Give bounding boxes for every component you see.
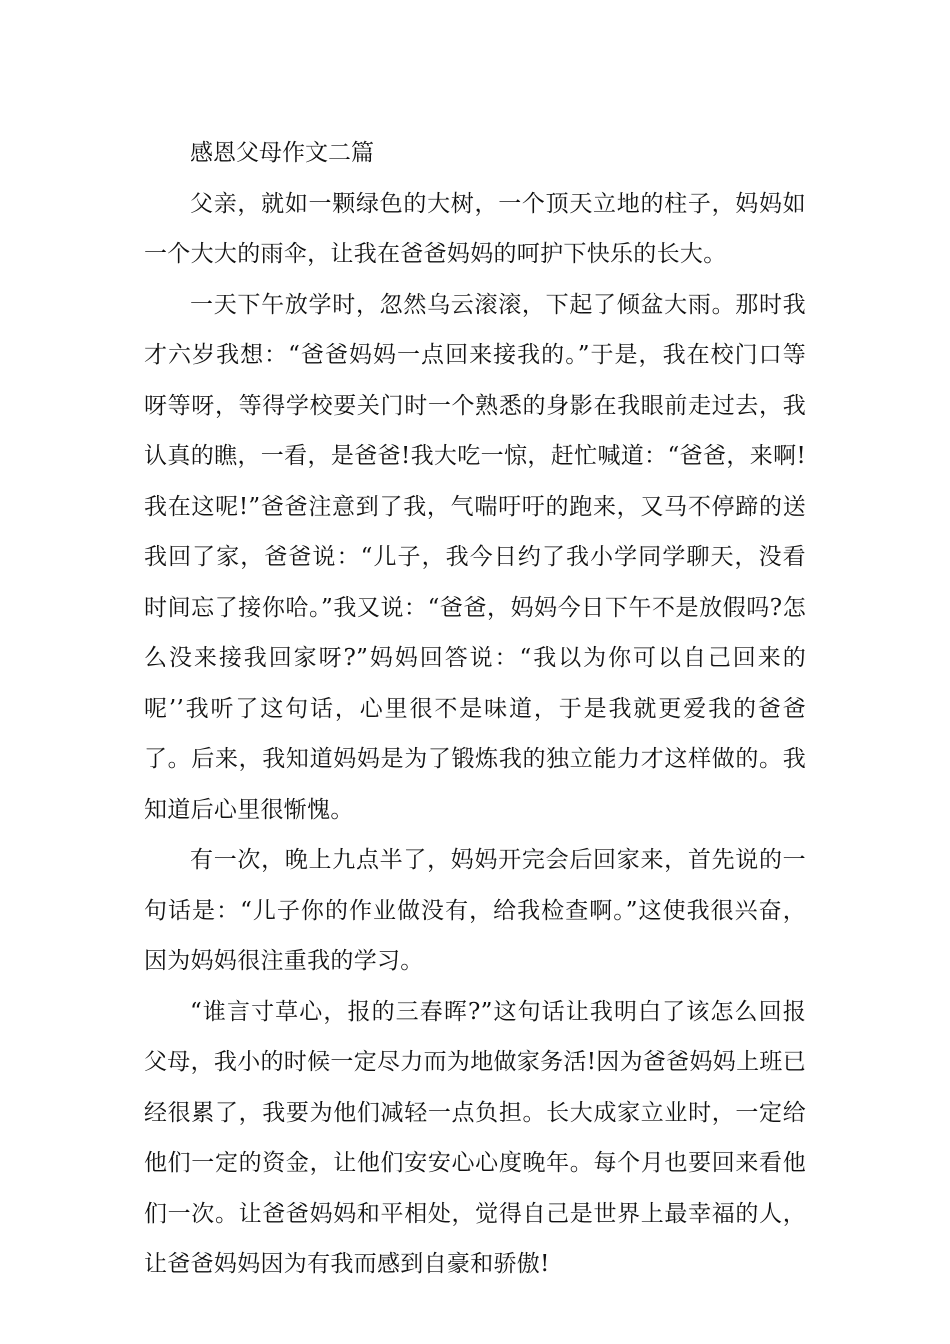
paragraph-1: 父亲，就如一颗绿色的大树，一个顶天立地的柱子，妈妈如一个大大的雨伞，让我在爸爸妈妈的呵护下快乐的长大。	[144, 190, 806, 267]
paragraph-4: “谁言寸草心，报的三春晖?”这句话让我明白了该怎么回报父母，我小的时候一定尽力而为地做家务活!因为爸爸妈妈上班已经很累了，我要为他们减轻一点负担。长大成家立业时，一定给他们一定的资金，让他们安安心心度晚年。每个月也要回来看他们一次。让爸爸妈妈和平相处，觉得自己是世界上最幸福的人，让爸爸妈妈因为有我而感到自豪和骄傲!	[144, 998, 806, 1277]
paragraph-2: 一天下午放学时，忽然乌云滚滚，下起了倾盆大雨。那时我才六岁我想：“爸爸妈妈一点回来接我的。”于是，我在校门口等呀等呀，等得学校要关门时一个熟悉的身影在我眼前走过去，我认真的瞧，一看，是爸爸!我大吃一惊，赶忙喊道：“爸爸，来啊!我在这呢!”爸爸注意到了我，气喘吁吁的跑来，又马不停蹄的送我回了家，爸爸说：“儿子，我今日约了我小学同学聊天，没看时间忘了接你哈。”我又说：“爸爸，妈妈今日下午不是放假吗?怎么没来接我回家呀?”妈妈回答说：“我以为你可以自己回来的呢’’我听了这句话，心里很不是味道，于是我就更爱我的爸爸了。后来，我知道妈妈是为了锻炼我的独立能力才这样做的。我知道后心里很惭愧。	[144, 291, 806, 823]
document-title: 感恩父母作文二篇	[190, 140, 374, 166]
document-body	[144, 128, 806, 1290]
paragraph-3: 有一次，晚上九点半了，妈妈开完会后回家来，首先说的一句话是：“儿子你的作业做没有，给我检查啊。”这使我很兴奋，因为妈妈很注重我的学习。	[144, 847, 806, 974]
